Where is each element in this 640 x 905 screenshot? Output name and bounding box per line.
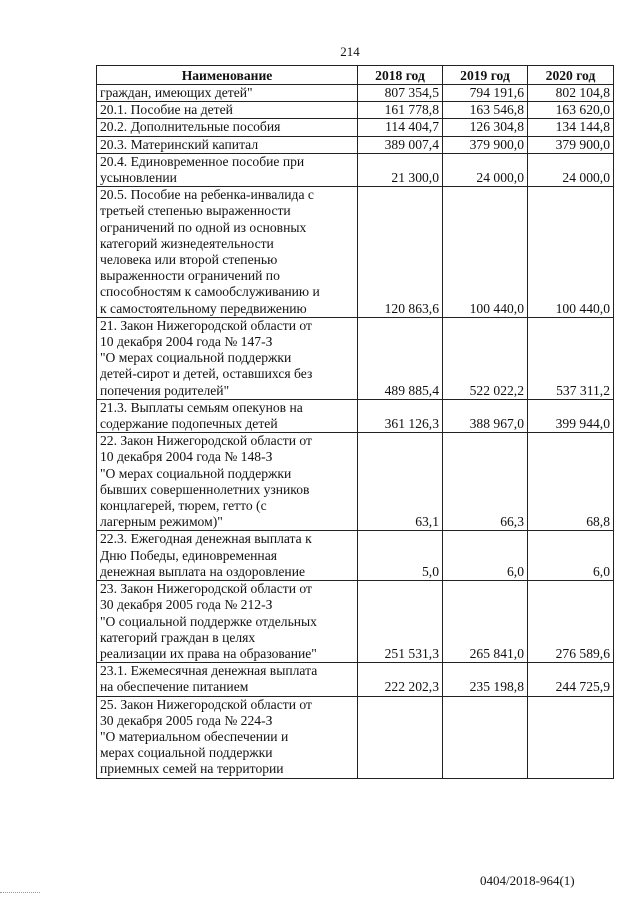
row-name: 23.1. Ежемесячная денежная выплата на обеспечение питанием (97, 663, 358, 696)
value-2018: 120 863,6 (358, 187, 443, 318)
value-2020: 24 000,0 (528, 153, 614, 186)
row-name: 22. Закон Нижегородской области от 10 декабря 2004 года № 148-З "О мерах социальной поддержки бывших совершеннолетних узников концлагерей, тюрем, гетто (с лагерным режимом)" (97, 433, 358, 531)
value-2018: 222 202,3 (358, 663, 443, 696)
value-2018: 161 778,8 (358, 102, 443, 119)
value-2019: 163 546,8 (443, 102, 528, 119)
document-code: 0404/2018-964(1) (480, 873, 575, 888)
value-2020: 100 440,0 (528, 187, 614, 318)
row-name: граждан, имеющих детей" (97, 85, 358, 102)
margin-mark (0, 892, 40, 897)
value-2019: 6,0 (443, 531, 528, 581)
value-2020: 6,0 (528, 531, 614, 581)
header-2020: 2020 год (528, 66, 614, 85)
table-row (97, 136, 614, 153)
value-2018: 807 354,5 (358, 85, 443, 102)
value-2018: 21 300,0 (358, 153, 443, 186)
header-name: Наименование (97, 66, 358, 85)
value-2020: 537 311,2 (528, 317, 614, 399)
value-2020: 276 589,6 (528, 581, 614, 663)
page-number: 214 (340, 44, 360, 59)
row-name: 25. Закон Нижегородской области от 30 декабря 2005 года № 224-З "О материальном обеспечении и мерах социальной поддержки приемных семей на территории (97, 696, 358, 778)
value-2019: 66,3 (443, 433, 528, 531)
header-2019: 2019 год (443, 66, 528, 85)
row-name: 20.2. Дополнительные пособия (97, 119, 358, 136)
value-2019: 265 841,0 (443, 581, 528, 663)
table-row (97, 102, 614, 119)
value-2019: 388 967,0 (443, 399, 528, 432)
row-name: 21.3. Выплаты семьям опекунов на содержание подопечных детей (97, 399, 358, 432)
table-row (97, 399, 614, 432)
value-2018: 489 885,4 (358, 317, 443, 399)
value-2020: 399 944,0 (528, 399, 614, 432)
value-2018: 5,0 (358, 531, 443, 581)
value-2019: 100 440,0 (443, 187, 528, 318)
row-name: 20.5. Пособие на ребенка-инвалида с третьей степенью выраженности ограничений по одной из основных категорий жизнедеятельности человека или второй степенью выраженности ограничений по способностям к самообслуживанию и к самостоятельному передвижению (97, 187, 358, 318)
value-2019: 235 198,8 (443, 663, 528, 696)
value-2020: 379 900,0 (528, 136, 614, 153)
value-2018 (358, 696, 443, 778)
header-2018: 2018 год (358, 66, 443, 85)
table-row (97, 696, 614, 778)
table-row (97, 663, 614, 696)
value-2019: 379 900,0 (443, 136, 528, 153)
value-2018: 251 531,3 (358, 581, 443, 663)
value-2020: 68,8 (528, 433, 614, 531)
value-2019: 24 000,0 (443, 153, 528, 186)
row-name: 22.3. Ежегодная денежная выплата к Дню Победы, единовременная денежная выплата на оздоровление (97, 531, 358, 581)
budget-table (96, 65, 614, 779)
table-row (97, 187, 614, 318)
value-2020: 163 620,0 (528, 102, 614, 119)
row-name: 20.3. Материнский капитал (97, 136, 358, 153)
table-row (97, 317, 614, 399)
value-2019: 522 022,2 (443, 317, 528, 399)
table-row (97, 119, 614, 136)
value-2020: 244 725,9 (528, 663, 614, 696)
value-2020 (528, 696, 614, 778)
value-2018: 361 126,3 (358, 399, 443, 432)
value-2019 (443, 696, 528, 778)
table-row (97, 153, 614, 186)
row-name: 20.4. Единовременное пособие при усыновлении (97, 153, 358, 186)
row-name: 21. Закон Нижегородской области от 10 декабря 2004 года № 147-З "О мерах социальной поддержки детей-сирот и детей, оставшихся без попечения родителей" (97, 317, 358, 399)
table-row (97, 581, 614, 663)
header-row (97, 66, 614, 85)
value-2019: 126 304,8 (443, 119, 528, 136)
table-header (97, 66, 614, 85)
value-2020: 134 144,8 (528, 119, 614, 136)
value-2018: 389 007,4 (358, 136, 443, 153)
table-body (97, 85, 614, 779)
value-2018: 114 404,7 (358, 119, 443, 136)
row-name: 20.1. Пособие на детей (97, 102, 358, 119)
value-2020: 802 104,8 (528, 85, 614, 102)
table-row (97, 531, 614, 581)
value-2018: 63,1 (358, 433, 443, 531)
value-2019: 794 191,6 (443, 85, 528, 102)
row-name: 23. Закон Нижегородской области от 30 декабря 2005 года № 212-З "О социальной поддержке отдельных категорий граждан в целях реализации их права на образование" (97, 581, 358, 663)
table-row (97, 85, 614, 102)
table-row (97, 433, 614, 531)
